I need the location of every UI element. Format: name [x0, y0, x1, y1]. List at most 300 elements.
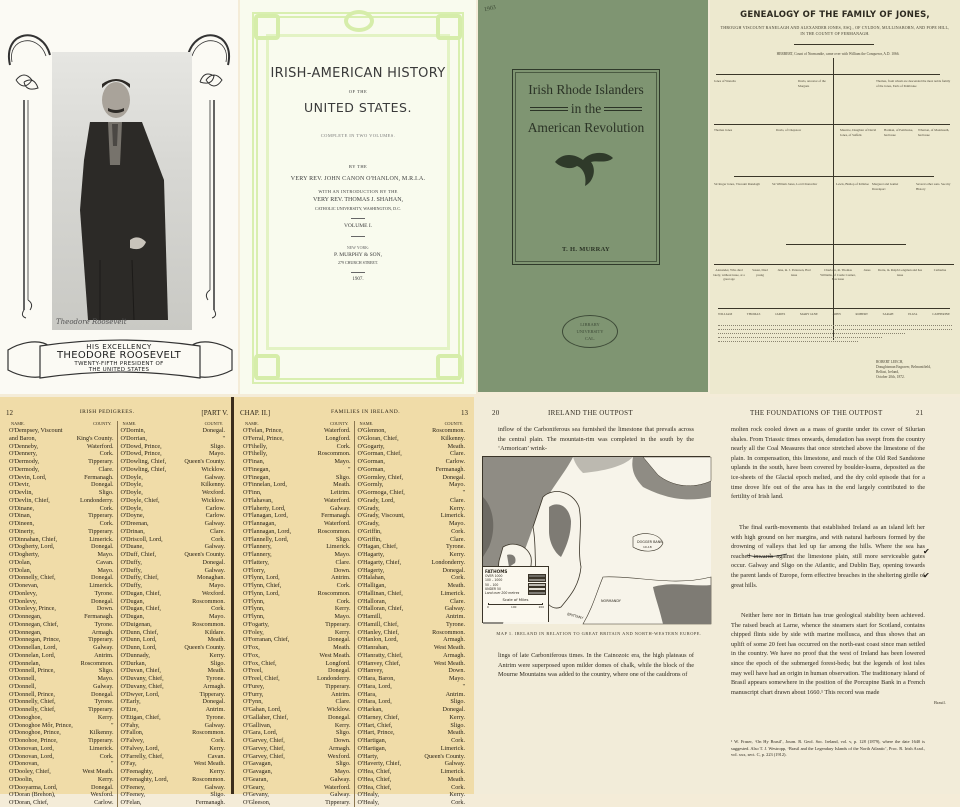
- county: Cork.: [336, 442, 351, 450]
- table-row: [358, 729, 466, 737]
- family-name: O'Hanvey, Chief,: [357, 659, 401, 667]
- table-row: [9, 435, 114, 443]
- family-name: O'Dolan,: [9, 566, 32, 574]
- tree-node: Jane, m. J. Patterson, Had issue: [777, 268, 811, 277]
- county: Kerry.: [209, 768, 225, 775]
- county: Armagh.: [443, 651, 465, 659]
- family-name: O'Doolin,: [9, 775, 34, 783]
- body-paragraph: molten rock cooled down as a mass of granite under its cover of Silurian shales. From Triassic times onwards, denudation has swept from the country nearly all the Coal Measures that once stretched above the limestone of the plain. In compensation, this limestone, and much of the Old Red Sandstone uplands in the south, have been covered by boulder-loams, deposited as the ice-sheets of the Glacial epoch melted, and the dry cold episode that for a time drove life out of the area has in the end largely contributed to the fertility of Irish land.: [731, 426, 925, 501]
- table-row: [358, 784, 466, 792]
- tree-leaf: CATHERINE: [932, 312, 950, 316]
- banner-line-3: TWENTY-FIFTH PRESIDENT OF: [74, 360, 164, 367]
- family-name: O'Flannelly, Lord,: [243, 535, 289, 543]
- table-row: [243, 683, 351, 691]
- family-name: O'Flynn,: [243, 605, 265, 613]
- county: Cork.: [99, 450, 114, 458]
- table-row: [9, 714, 114, 722]
- tree-branch: [716, 74, 940, 75]
- table-row: [121, 427, 226, 435]
- family-name: O'Gevany,: [243, 791, 269, 799]
- tree-leaf: ROBERT: [855, 312, 868, 316]
- table-row: [243, 799, 351, 807]
- table-row: [9, 567, 114, 575]
- table-row: [9, 768, 114, 776]
- table-row: [121, 737, 226, 745]
- family-name: O'Gahan, Lord,: [243, 706, 282, 713]
- table-row: [243, 753, 351, 761]
- county: Londonderry.: [317, 675, 351, 682]
- tree-node: Harman, of Pembroke, had issue: [884, 128, 914, 137]
- county: Kildare.: [204, 628, 225, 636]
- county: Sligo.: [98, 489, 114, 496]
- county: Antrim.: [205, 706, 225, 713]
- county: West Meath.: [433, 644, 465, 651]
- county: Carlow.: [205, 504, 225, 512]
- county: Limerick.: [440, 768, 465, 775]
- county: Longford.: [325, 659, 351, 667]
- table-row: [9, 722, 114, 730]
- table-row: [9, 776, 114, 784]
- county: Longford.: [325, 434, 351, 442]
- table-row: [243, 660, 351, 668]
- family-name: O'Dinane,: [9, 504, 34, 512]
- legend-label: 100 – 1000: [485, 578, 503, 583]
- irish-pedigrees-page-12: [0, 397, 234, 806]
- table-row: [358, 714, 466, 722]
- family-name: O'Florry,: [243, 566, 266, 574]
- tree-leaf: MARY JANE: [800, 312, 818, 316]
- column-header: [243, 421, 351, 426]
- table-row: [9, 753, 114, 761]
- table-row: [358, 497, 466, 505]
- family-name: O'Duvany, Chief,: [120, 682, 164, 690]
- tree-node: Alexander, Who died lately, without issue, at a great age: [713, 268, 745, 282]
- county: Galway.: [204, 520, 225, 527]
- county: Mayo.: [334, 458, 351, 465]
- county: Carlow.: [445, 458, 465, 465]
- legend-title: FATHOMS: [485, 569, 508, 574]
- title-page-text: [270, 66, 446, 282]
- table-row: [358, 753, 466, 761]
- county: Mayo.: [97, 675, 114, 682]
- table-row: [358, 691, 466, 699]
- family-name: O'Donnegan, Chief,: [9, 620, 59, 628]
- table-row: [121, 683, 226, 691]
- county: Kilkenny.: [440, 434, 465, 442]
- stamp-line: LIBRARY: [580, 322, 600, 327]
- banner-line-2: THEODORE ROOSEVELT: [56, 350, 182, 362]
- table-row: [243, 598, 351, 606]
- pencil-underline-icon: [747, 552, 787, 558]
- banner-caption: [0, 344, 238, 373]
- corner-year-mark: 1903: [483, 4, 497, 14]
- family-name: O'Finegan,: [243, 473, 271, 481]
- table-row: [358, 435, 466, 443]
- table-row: [243, 474, 351, 482]
- family-name: O'Hea, Chief,: [357, 768, 392, 775]
- family-name: O'Feeney,: [120, 791, 146, 799]
- county: Down.: [333, 737, 351, 744]
- county: West Meath.: [82, 768, 114, 775]
- family-name: O'Dugan,: [120, 597, 145, 605]
- table-row: [121, 590, 226, 598]
- family-name: O'Hagarty, Chief,: [357, 558, 401, 566]
- table-row: [9, 505, 114, 513]
- table-row: [9, 613, 114, 621]
- family-name: O'Garvey, Chief,: [243, 737, 285, 744]
- county: Mayo.: [334, 551, 351, 558]
- table-row: [121, 791, 226, 799]
- family-name: O'Haverty, Chief,: [357, 760, 401, 768]
- tree-leaf: SARAH: [882, 312, 894, 316]
- table-row: [9, 512, 114, 520]
- county: Galway.: [444, 605, 465, 613]
- table-row: [121, 443, 226, 451]
- column-header: [9, 421, 114, 426]
- family-name: O'Flynn, Chief,: [243, 582, 282, 589]
- county: Cork.: [211, 605, 225, 613]
- county: Tyrone.: [446, 620, 465, 628]
- county: Sligo.: [210, 442, 225, 450]
- family-name: O'Fallon,: [120, 729, 144, 737]
- family-name: O'Gallaher, Chief,: [243, 713, 289, 721]
- column-header-label: NAME.: [122, 421, 137, 426]
- county: Donegal.: [327, 667, 351, 675]
- intro-affiliation: CATHOLIC UNIVERSITY, WASHINGTON, D.C.: [314, 206, 402, 211]
- family-name: O'Donlevy, Prince,: [9, 605, 56, 613]
- county: Tyrone.: [94, 698, 114, 706]
- laurel-ornament-left-icon: [2, 20, 52, 320]
- publisher-city: NEW YORK:: [346, 245, 370, 250]
- family-name: O'Donnelly, Chief,: [9, 574, 56, 582]
- table-row: [9, 636, 114, 644]
- family-name: O'Gorman,: [357, 465, 385, 473]
- family-name: O'Flynn,: [243, 613, 265, 620]
- table-row: [243, 497, 351, 505]
- family-name: O'Griffin,: [357, 535, 382, 543]
- county: Tipperary.: [88, 527, 114, 535]
- county: Meath.: [207, 667, 225, 675]
- county: Cork.: [451, 783, 465, 791]
- county: Queen's County.: [184, 551, 225, 558]
- publisher-name: P. MURPHY & SON,: [334, 252, 382, 258]
- table-row: [243, 466, 351, 474]
- families-in-ireland-page-13: [234, 397, 474, 806]
- county: West Meath.: [193, 760, 225, 768]
- cover-title-line-1: Irish Rhode Islanders: [528, 82, 644, 97]
- celtic-knot-icon: [254, 354, 280, 380]
- county: ": [462, 489, 465, 496]
- family-name: O'Grady, Viscount,: [357, 512, 405, 520]
- table-row: [358, 567, 466, 575]
- family-name: O'Duffy,: [120, 566, 142, 574]
- county: Fermanagh.: [435, 465, 465, 473]
- family-name: O'Hanlon, Lord,: [357, 636, 398, 644]
- table-row: [358, 683, 466, 691]
- county: Roscommon.: [192, 775, 225, 783]
- column-header-label: NAME.: [359, 421, 374, 426]
- county: Tipperary.: [88, 636, 114, 644]
- family-name: O'Devin, Lord,: [9, 473, 47, 481]
- county: Galway.: [330, 504, 351, 512]
- family-name: O'Halligan,: [357, 582, 386, 589]
- family-name: O'Halloran,: [357, 597, 387, 605]
- compiler-line: Draughtsman Engraver, Belmontfield,: [876, 365, 931, 369]
- county: Roscommon.: [80, 659, 114, 667]
- county: Queen's County.: [424, 752, 465, 760]
- banner-line-1: HIS EXCELLENCY: [86, 343, 152, 351]
- table-row: [358, 590, 466, 598]
- county: Londonderry.: [80, 496, 114, 504]
- genealogy-title: GENEALOGY OF THE FAMILY OF JONES,: [740, 10, 930, 20]
- scale-tick: 200: [538, 605, 544, 610]
- county: Tipperary.: [88, 737, 114, 744]
- family-name: and Baron,: [9, 434, 37, 442]
- family-name: O'Donnelly, Chief,: [9, 698, 56, 706]
- family-name: O'Dolan,: [9, 558, 32, 566]
- table-row: [9, 675, 114, 683]
- county: Kerry.: [97, 713, 114, 721]
- family-name: O'Garvey, Chief,: [243, 744, 285, 752]
- table-row: [121, 753, 226, 761]
- family-name: O'Donnegan,: [9, 628, 42, 636]
- table-row: [358, 768, 466, 776]
- scale-tick: 0: [487, 605, 489, 610]
- county: Kerry.: [209, 744, 225, 752]
- table-row: [121, 536, 226, 544]
- table-row: [243, 551, 351, 559]
- table-row: [243, 574, 351, 582]
- table-row: [9, 489, 114, 497]
- family-name: O'Dreenan,: [120, 520, 149, 527]
- county: Wicklow.: [201, 465, 225, 473]
- stamp-line: UNIVERSITY: [576, 329, 604, 334]
- family-name: O'Flannagan, Lord,: [243, 527, 292, 535]
- book-subtitle: UNITED STATES.: [304, 100, 412, 115]
- county: Meath.: [333, 644, 351, 651]
- family-name: O'Gara, Lord,: [243, 729, 278, 737]
- table-row: [243, 784, 351, 792]
- volume-label: VOLUME I.: [343, 223, 373, 229]
- family-name: O'Gavagan,: [243, 768, 273, 775]
- tree-node: Maurice, Daughter of David Jones, of Suffolk: [840, 128, 877, 137]
- table-row: [243, 458, 351, 466]
- table-row: [9, 543, 114, 551]
- table-row: [358, 629, 466, 637]
- table-row: [121, 543, 226, 551]
- county: Galway.: [330, 791, 351, 799]
- table-row: [243, 543, 351, 551]
- table-row: [358, 598, 466, 606]
- county: ": [222, 434, 225, 442]
- family-name: O'Donevan,: [9, 582, 39, 589]
- county: Cork.: [211, 737, 225, 744]
- table-row: [243, 435, 351, 443]
- county: Tyrone.: [94, 589, 114, 597]
- table-row: [121, 466, 226, 474]
- family-name: O'Falvey,: [120, 737, 145, 744]
- county: Kerry.: [449, 791, 465, 799]
- scale-tick: 100: [511, 605, 517, 610]
- table-row: [121, 551, 226, 559]
- table-row: [9, 629, 114, 637]
- county: Meath.: [333, 481, 351, 489]
- county: Galway.: [93, 682, 114, 690]
- footnote: ¹ W. Fraser, ‘On Hy Brasil’, Journ. R. Geol. Soc. Ireland, vol. v, p. 128 (1879), where the date 1640 is suggested. Also T. J. Westropp, ‘Brasil and the Legendary Islands of the North Atlantic’, Proc. R. Irish Acad., vol. xxx, sect. C, p. 223 (1912).: [731, 739, 925, 758]
- county: Clare.: [450, 496, 465, 504]
- table-row: [358, 636, 466, 644]
- county: Cork.: [99, 504, 114, 512]
- county: Antrim.: [331, 574, 351, 582]
- table-row: [9, 644, 114, 652]
- family-name: O'Harney, Chief,: [357, 713, 400, 721]
- family-name: O'Donnell, Prince,: [9, 667, 55, 675]
- county: Clare.: [98, 465, 114, 473]
- body-paragraph: The final earth-movements that established Ireland as an island left her with high ground on her margins, and with natural harbours formed by the drowning of valleys that led up far among the hills. Where the sea has reached inwards against the limestone plain, still more serviceable gates occur. Galway and Sligo on the Atlantic, and Dublin Bay, opening towards the parent lands of Europe, form effective breaches in the sheltering girdle of great hills.: [731, 524, 925, 589]
- table-row: [9, 621, 114, 629]
- family-name: O'Early,: [120, 698, 141, 706]
- body-paragraph: lings of late Carboniferous times. In the Cainozoic era, the high plateaus of Antrim were superposed upon milder domes of chalk, while the block of the Mourne Mountains was added to the country, where one of the cauldrons of: [498, 652, 694, 679]
- table-row: [121, 768, 226, 776]
- table-row: [358, 536, 466, 544]
- county: Armagh.: [443, 636, 465, 644]
- county: Roscommon.: [192, 597, 225, 605]
- tree-branch: [786, 244, 906, 245]
- family-name: O'Doran (Brehon),: [9, 791, 56, 799]
- family-name: O'Denneby,: [9, 442, 39, 450]
- family-name: O'Devlin, Chief,: [9, 496, 50, 504]
- family-name: O'Fihelly,: [243, 442, 268, 450]
- family-name: O'Fogarty,: [243, 620, 269, 628]
- family-name: O'Dooley, Chief,: [9, 768, 51, 775]
- family-name: O'Duigenan,: [120, 620, 152, 628]
- tree-node: Davis, ancestor of the Morgans: [798, 79, 826, 88]
- family-name: O'Falvey, Lord,: [120, 744, 160, 752]
- tree-leaf: ELIZA: [908, 312, 918, 316]
- county: Mayo.: [209, 450, 225, 458]
- family-name: O'Harkan,: [357, 706, 383, 713]
- county: Mayo.: [209, 613, 225, 620]
- celtic-knot-icon: [436, 14, 462, 40]
- family-name: O'Doyle,: [120, 504, 143, 512]
- family-name: O'Doyle,: [120, 489, 143, 496]
- table-row: [243, 567, 351, 575]
- table-row: [358, 512, 466, 520]
- table-row: [121, 567, 226, 575]
- county: Galway.: [330, 775, 351, 783]
- legend-swatch: [528, 591, 546, 595]
- family-name: O'Gallivan,: [243, 721, 272, 729]
- column-header-label: COUNTY.: [204, 421, 223, 426]
- table-row: [358, 675, 466, 683]
- table-row: [9, 784, 114, 792]
- county: Limerick.: [440, 589, 465, 597]
- county: Waterford.: [87, 442, 114, 450]
- tree-node: Wharton, of Monmouth, had issue: [918, 128, 950, 137]
- table-row: [121, 574, 226, 582]
- table-row: [121, 660, 226, 668]
- tree-node: Margaret and Gamet Davenport: [872, 182, 899, 191]
- table-column-left: [6, 421, 117, 807]
- table-row: [9, 582, 114, 590]
- column-header-label: COUNTY.: [444, 421, 463, 426]
- family-name: O'Donovan, Lord,: [9, 744, 54, 752]
- county: Monaghan.: [196, 574, 225, 582]
- family-name: O'Fynn,: [243, 698, 263, 706]
- table-row: [358, 450, 466, 458]
- family-name: O'Dermody,: [9, 458, 40, 465]
- family-name: O'Flanagan, Lord,: [243, 512, 288, 520]
- family-name: O'Flahavan,: [243, 496, 273, 504]
- county: Wexford.: [201, 589, 225, 597]
- tree-node: Several other sons. See my History: [916, 182, 951, 191]
- table-row: [243, 443, 351, 451]
- running-head: IRELAND THE OUTPOST: [548, 409, 633, 417]
- county: Sligo.: [450, 721, 465, 729]
- family-name: O'Doyne,: [120, 512, 145, 520]
- body-paragraph: inflow of the Carboniferous sea furnished the limestone that prevails across the central plain. The mountain-rim was completed in the south by the ‘Armorican’ wrink-: [498, 426, 694, 453]
- family-name: O'Devlin,: [9, 489, 33, 496]
- county: Wexford.: [90, 791, 114, 799]
- county: Roscommon.: [317, 589, 351, 597]
- county: Tipperary.: [199, 690, 225, 698]
- county: Limerick.: [89, 582, 114, 589]
- county: Fermanagh.: [84, 473, 114, 481]
- county: Roscommon.: [192, 729, 225, 737]
- portrait-figure-icon: [70, 70, 180, 328]
- legend-label: 50 – 100: [485, 582, 499, 587]
- county: Carlow.: [205, 512, 225, 520]
- family-name: O'Gloran, Chief,: [357, 434, 399, 442]
- table-row: [243, 667, 351, 675]
- table-row: [9, 667, 114, 675]
- county: Donegal.: [202, 558, 225, 566]
- tree-branch: [734, 176, 934, 177]
- county: Meath.: [447, 729, 465, 737]
- county: Cavan.: [207, 752, 225, 760]
- family-name: O'Dunn, Lord,: [120, 644, 157, 651]
- column-header-label: COUNTY.: [330, 421, 349, 426]
- table-row: [9, 536, 114, 544]
- table-row: [9, 598, 114, 606]
- family-name: O'Hanratty, Chief,: [357, 651, 403, 659]
- table-row: [9, 706, 114, 714]
- genealogy-subtitle: THROUGH VISCOUNT RANELAGH AND ALEXANDER JONES, ESQ., OF CYLDON, MULLINABORN, AND POPE HILL, IN THE COUNTY OF FERMANAGH.: [720, 25, 950, 36]
- family-name: O'Duvany, Chief,: [120, 675, 164, 682]
- family-name: O'Gorman,: [357, 458, 385, 465]
- table-row: [121, 644, 226, 652]
- family-name: O'Grady,: [357, 520, 380, 527]
- family-name: O'Geary,: [243, 783, 265, 791]
- pencil-mark-icon: ✔: [923, 547, 930, 556]
- county: Galway.: [204, 783, 225, 791]
- family-name: O'Donnelan,: [9, 659, 41, 667]
- table-row: [9, 528, 114, 536]
- county: Mayo.: [97, 566, 114, 574]
- family-name: O'Flaherty, Lord,: [243, 504, 286, 512]
- family-name: O'Donohoe, Prince,: [9, 737, 58, 744]
- family-name: O'Dineen,: [9, 520, 34, 527]
- table-row: [121, 598, 226, 606]
- family-name: O'Hartigan,: [357, 737, 387, 744]
- tree-root: HERBERT, Count of Normandie, came over with William the Conqueror, A.D. 1066.: [776, 52, 900, 56]
- family-name: O'Dinerty,: [9, 527, 35, 535]
- table-row: [358, 481, 466, 489]
- county: Kerry.: [97, 775, 114, 783]
- family-name: O'Fox,: [243, 644, 260, 651]
- tree-node: Jones: [863, 268, 871, 272]
- map-caption: MAP 1. IRELAND IN RELATION TO GREAT BRITAIN AND NORTH-WESTERN EUROPE.: [496, 631, 702, 636]
